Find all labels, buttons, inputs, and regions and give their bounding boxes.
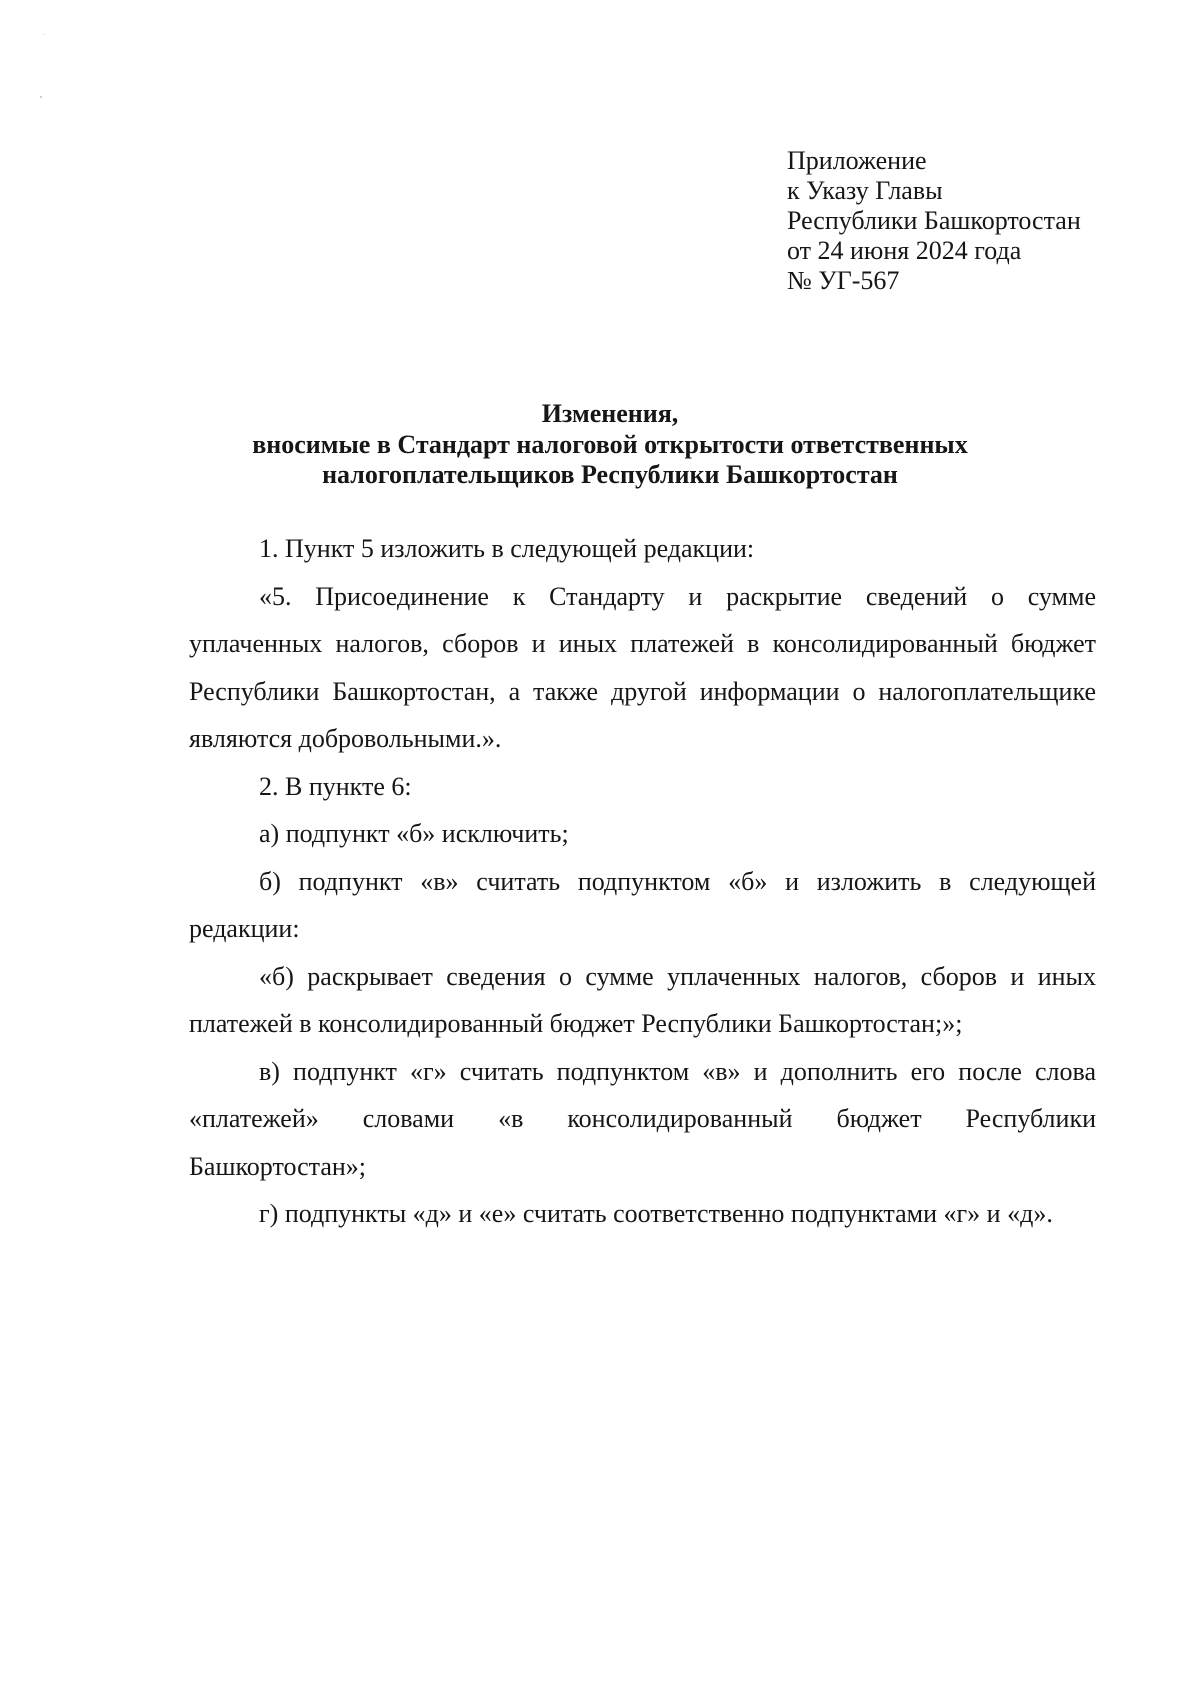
annex-line: от 24 июня 2024 года bbox=[787, 236, 1022, 265]
paragraph-line: платежей в консолидированный бюджет Республики Башкортостан;»; bbox=[189, 1009, 963, 1038]
paragraph-line: в) подпункт «г» считать подпунктом «в» и дополнить его после слова bbox=[259, 1056, 1096, 1086]
subparagraph-v bbox=[189, 1048, 1096, 1191]
annex-line: Республики Башкортостан bbox=[787, 206, 1081, 235]
subparagraph-b bbox=[189, 858, 1096, 953]
paragraph-line: Башкортостан»; bbox=[189, 1151, 367, 1181]
scan-speck bbox=[43, 34, 44, 35]
annex-line: Приложение bbox=[787, 146, 927, 175]
title-line: налогоплательщиков Республики Башкортостан bbox=[322, 460, 898, 489]
paragraph-line: «5. Присоединение к Стандарту и раскрытие сведений о сумме bbox=[259, 581, 1096, 611]
paragraph-quote-5 bbox=[189, 573, 1096, 763]
document-title bbox=[180, 399, 1040, 491]
document-body bbox=[189, 525, 1096, 1238]
subparagraph-g: г) подпункты «д» и «е» считать соответственно подпунктами «г» и «д». bbox=[259, 1199, 1053, 1228]
subparagraph-a: а) подпункт «б» исключить; bbox=[259, 819, 569, 848]
paragraph-item-2: 2. В пункте 6: bbox=[259, 771, 412, 801]
title-line: вносимые в Стандарт налоговой открытости ответственных bbox=[252, 429, 968, 459]
annex-header bbox=[787, 146, 1081, 296]
paragraph-line: «платежей» словами «в консолидированный бюджет Республики bbox=[189, 1104, 1096, 1133]
scan-speck bbox=[40, 96, 42, 98]
annex-line: к Указу Главы bbox=[787, 176, 943, 205]
paragraph-line: являются добровольными.». bbox=[189, 724, 502, 753]
paragraph-line: Республики Башкортостан, а также другой информации о налогоплательщике bbox=[189, 676, 1096, 706]
paragraph-line: б) подпункт «в» считать подпунктом «б» и изложить в следующей bbox=[259, 866, 1096, 896]
paragraph-line: «б) раскрывает сведения о сумме уплаченных налогов, сборов и иных bbox=[259, 961, 1096, 991]
quoted-subparagraph-b bbox=[189, 953, 1096, 1048]
annex-line: № УГ-567 bbox=[787, 266, 900, 295]
paragraph-line: редакции: bbox=[189, 914, 300, 943]
paragraph-item-1: 1. Пункт 5 изложить в следующей редакции: bbox=[259, 534, 755, 563]
paragraph-line: уплаченных налогов, сборов и иных платежей в консолидированный бюджет bbox=[189, 629, 1096, 658]
title-line: Изменения, bbox=[541, 399, 679, 428]
